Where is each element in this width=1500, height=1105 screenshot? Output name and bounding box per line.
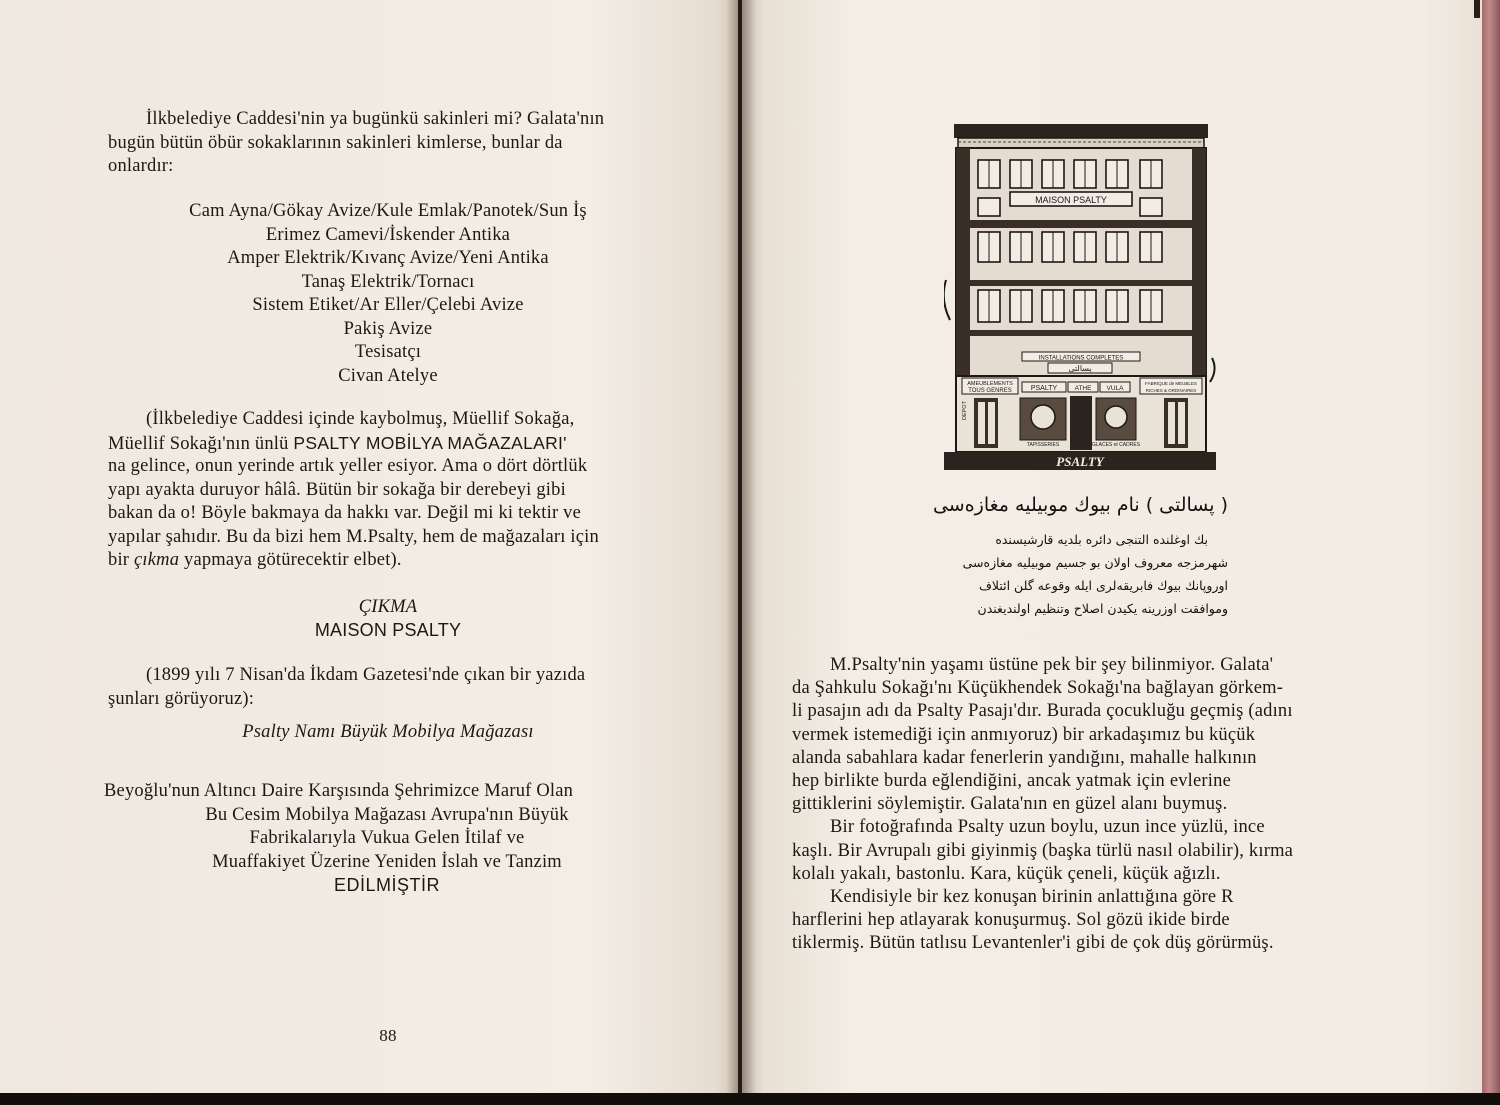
text-line: da Şahkulu Sokağı'nı Küçükhendek Sokağı'na bağlayan görkem- [792, 678, 1284, 699]
text-line: tiklermiş. Bütün tatlısu Levantenler'i gibi de çok düş görürmüş. [792, 933, 1274, 954]
text-segment: bir [108, 550, 134, 570]
center-door [1070, 396, 1092, 450]
arabic-caption-line: وموافقت اوزرینه یکیدن اصلاح وتنظیم اولندیغندن [977, 601, 1228, 616]
text-segment: yapmaya götürecektir elbet). [179, 550, 402, 570]
text-line: (1899 yılı 7 Nisan'da İkdam Gazetesi'nde çıkan bir yazıda [146, 665, 586, 685]
sign-arabic-text: پسالتی [1068, 364, 1092, 373]
text-line: hep birlikte burda eğlendiğini, ancak yatmak için evlerine [792, 770, 1231, 791]
ikdam-paragraph [108, 664, 666, 711]
shop-list-line: Erimez Camevi/İskender Antika [265, 224, 511, 245]
shop-left-text: AMEUBLEMENTS [967, 381, 1013, 387]
heading-maison-psalty: MAISON PSALTY [314, 620, 462, 640]
ad-line: Beyoğlu'nun Altıncı Daire Karşısında Şehrimizce Maruf Olan [104, 781, 574, 801]
intro-paragraph [108, 108, 664, 179]
arabic-caption-line: اوروپانك بیوك فابریقه‌لری ایله وقوعه گلن ائتلاف [978, 578, 1228, 593]
psalty-stores-caps: PSALTY MOBİLYA MAĞAZALARI' [293, 432, 567, 453]
shop-list-line: Sistem Etiket/Ar Eller/Çelebi Avize [252, 295, 524, 315]
right-body-text [792, 654, 1346, 955]
shop-right-text-2: RICHES & ORDINAIRES [1145, 388, 1197, 393]
left-page [0, 0, 738, 1095]
text-line: onlardır: [108, 156, 174, 176]
shop-list-line: Civan Atelye [338, 365, 438, 386]
text-line: şunları görüyoruz): [108, 688, 255, 709]
panel-right-text: GLACES et CADRES [1091, 442, 1141, 448]
side-depot-text: DEPOT [962, 401, 968, 420]
text-line: Kendisiyle bir kez konuşan birinin anlattığına göre R [830, 886, 1234, 907]
text-line: (İlkbelediye Caddesi içinde kaybolmuş, Müellif Sokağa, [146, 409, 575, 429]
page-edge [1482, 0, 1500, 1105]
text-line: kaşlı. Bir Avrupalı gibi giyinmiş (başka türlü nasıl olabilir), kırma [792, 840, 1294, 861]
text-line: bakan da o! Böyle bakmaya da hakkı var. Değil mi ki tektir ve [108, 503, 582, 523]
footer-psalty-text: PSALTY [1056, 454, 1104, 469]
shop-mid-text-1: PSALTY [1030, 385, 1058, 392]
ad-text [104, 780, 670, 898]
shop-list-line: Tanaş Elektrik/Tornacı [301, 271, 475, 292]
psalty-building-illustration [944, 120, 1216, 488]
text-line: yapı ayakta duruyor hâlâ. Bütün bir sokağa bir derebeyi gibi [108, 479, 566, 500]
ad-title: Psalty Namı Büyük Mobilya Mağazası [242, 722, 534, 742]
sign-top-text: MAISON PSALTY [1035, 195, 1107, 205]
text-line: Bir fotoğrafında Psalty uzun boylu, uzun ince yüzlü, ince [830, 817, 1265, 838]
text-line: harflerini hep atlayarak konuşurmuş. Sol gözü ikide birde [792, 910, 1230, 931]
sign-mid-text: INSTALLATIONS COMPLETES [1038, 355, 1124, 362]
shop-list-line: Cam Ayna/Gökay Avize/Kule Emlak/Panotek/Sun İş [189, 201, 587, 221]
ad-final-caps: EDİLMİŞTİR [333, 875, 440, 895]
text-line: kolalı yakalı, bastonlu. Kara, küçük çeneli, küçük ağızlı. [792, 863, 1221, 884]
text-line: yapılar şahıdır. Bu da bizi hem M.Psalty, hem de mağazaları için [108, 526, 599, 547]
ad-line: Muaffakiyet Üzerine Yeniden İslah ve Tanzim [212, 851, 562, 872]
arabic-caption-line: شهرمزجه معروف اولان بو جسیم موبیلیه مغازه‌سی [962, 555, 1228, 570]
shop-mid-text-2: ATHE [1074, 385, 1092, 392]
page-number: 88 [379, 1026, 397, 1045]
text-line: İlkbelediye Caddesi'nin ya bugünkü sakinleri mi? Galata'nın [146, 109, 605, 129]
text-line: li pasajın adı da Psalty Pasajı'dır. Burada çocukluğu geçmiş (adını [792, 701, 1293, 722]
shop-list-line: Amper Elektrik/Kıvanç Avize/Yeni Antika [227, 248, 549, 268]
heading-cikma: ÇIKMA [358, 597, 418, 617]
text-line: M.Psalty'nin yaşamı üstüne pek bir şey bilinmiyor. Galata' [830, 655, 1274, 675]
cikma-italic: çıkma [133, 550, 180, 570]
right-page [742, 0, 1482, 1095]
corner-mark [1474, 0, 1480, 18]
book-spine [726, 0, 756, 1095]
psalty-paragraph [108, 408, 666, 573]
shop-list [108, 200, 668, 388]
bottom-edge [0, 1093, 1500, 1105]
text-line [108, 549, 666, 573]
ad-line: Fabrikalarıyla Vukua Gelen İtilaf ve [249, 828, 525, 848]
shop-left-text-2: TOUS GENRES [968, 388, 1012, 394]
arabic-caption-title: ( پسالتی ) نام بیوك موبیلیه مغازه‌سی [932, 494, 1228, 516]
building-cornice [954, 124, 1208, 138]
shop-right-text: FABRIQUE de MEUBLES [1145, 381, 1197, 386]
ad-line: Bu Cesim Mobilya Mağazası Avrupa'nın Büyük [205, 804, 569, 825]
shop-list-line: Pakiş Avize [343, 318, 433, 339]
shop-mid-text-3: VULA [1106, 385, 1124, 392]
panel-left-text: TAPISSERIES [1026, 442, 1060, 448]
text-line [108, 432, 666, 456]
text-line: vermek istemediği için anmıyoruz) bir arkadaşımız bu küçük [792, 724, 1256, 745]
text-line: na gelince, onun yerinde artık yeller esiyor. Ama o dört dörtlük [108, 456, 588, 476]
text-segment: Müellif Sokağı'nın ünlü [108, 433, 294, 454]
text-line: bugün bütün öbür sokaklarının sakinleri kimlerse, bunlar da [108, 132, 563, 153]
text-line: gittiklerini söylemiştir. Galata'nın en güzel alanı buymuş. [792, 794, 1228, 815]
arabic-caption-line: بك اوغلنده التنجی دائره بلدیه قارشیسنده [995, 532, 1208, 547]
text-line: alanda sabahlara kadar fenerlerin yandığını, mahalle halkının [792, 747, 1257, 768]
shop-list-line: Tesisatçı [354, 342, 422, 362]
